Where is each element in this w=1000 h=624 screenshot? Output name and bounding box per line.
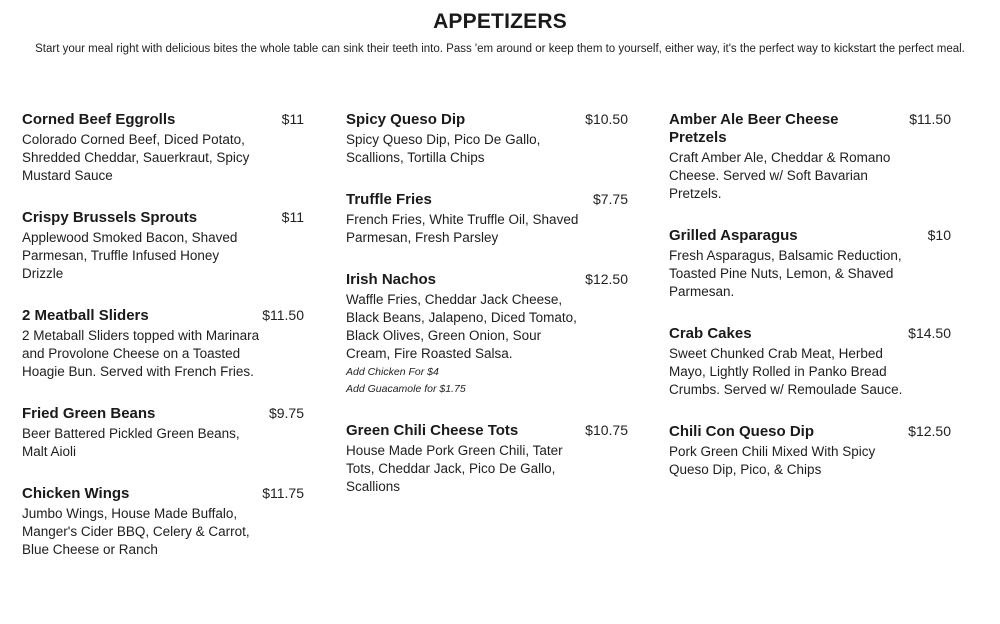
menu-item: [346, 110, 628, 167]
item-description: Sweet Chunked Crab Meat, Herbed Mayo, Lightly Rolled in Panko Bread Crumbs. Served w/ Remoulade Sauce.: [669, 346, 903, 397]
menu-column-3: [669, 110, 951, 502]
item-name: Fried Green Beans: [22, 405, 156, 422]
item-description: 2 Metaball Sliders topped with Marinara and Provolone Cheese on a Toasted Hoagie Bun. Served with French Fries.: [22, 328, 260, 379]
item-price: $14.50: [908, 325, 951, 341]
item-price: $12.50: [908, 423, 951, 439]
item-description: Beer Battered Pickled Green Beans, Malt Aioli: [22, 426, 240, 459]
item-price: $9.75: [268, 405, 304, 421]
menu-item: [346, 190, 628, 247]
item-name: Chili Con Queso Dip: [669, 423, 814, 440]
item-description: Spicy Queso Dip, Pico De Gallo, Scallions, Tortilla Chips: [346, 132, 541, 165]
menu-item: [669, 324, 951, 399]
item-name: 2 Meatball Sliders: [22, 307, 149, 324]
menu-item: [669, 226, 951, 301]
item-addon: Add Guacamole for $1.75: [346, 383, 466, 395]
menu-item: [22, 306, 304, 381]
menu-column-2: [346, 110, 628, 519]
menu-item: [22, 110, 304, 185]
item-price: $10.50: [585, 111, 628, 127]
item-price: $11.75: [262, 485, 304, 501]
page-subtitle: Start your meal right with delicious bites the whole table can sink their teeth into. Pass 'em around or keep them to yourself, either way, it's the perfect way to kickstart the perfect meal.: [35, 43, 965, 55]
item-price: $11: [281, 209, 304, 225]
item-price: $11.50: [909, 111, 951, 127]
menu-item: [669, 422, 951, 479]
item-description: Craft Amber Ale, Cheddar & Romano Cheese. Served w/ Soft Bavarian Pretzels.: [669, 150, 891, 201]
item-price: $11.50: [262, 307, 304, 323]
item-addon: Add Chicken For $4: [346, 366, 439, 378]
item-name: Grilled Asparagus: [669, 227, 798, 244]
item-description: Applewood Smoked Bacon, Shaved Parmesan, Truffle Infused Honey Drizzle: [22, 230, 238, 281]
item-name: Crispy Brussels Sprouts: [22, 209, 198, 226]
menu-item: [346, 270, 628, 398]
item-description: French Fries, White Truffle Oil, Shaved Parmesan, Fresh Parsley: [346, 212, 579, 245]
item-price: $10.75: [585, 422, 628, 438]
menu-item: [22, 484, 304, 559]
item-price: $7.75: [592, 191, 628, 207]
item-name: Chicken Wings: [22, 485, 130, 502]
item-price: $11: [281, 111, 304, 127]
item-price: $10: [927, 227, 951, 243]
item-name: Irish Nachos: [346, 271, 437, 288]
item-name: Spicy Queso Dip: [346, 111, 466, 128]
item-name: Crab Cakes: [669, 325, 752, 342]
item-description: Jumbo Wings, House Made Buffalo, Manger's Cider BBQ, Celery & Carrot, Blue Cheese or Ranch: [22, 506, 250, 557]
item-name: Amber Ale Beer Cheese Pretzels: [669, 111, 839, 146]
item-price: $12.50: [585, 271, 628, 287]
menu-item: [669, 110, 951, 203]
menu-header: [0, 8, 1000, 58]
item-addons: [346, 364, 628, 398]
item-description: Fresh Asparagus, Balsamic Reduction, Toasted Pine Nuts, Lemon, & Shaved Parmesan.: [669, 248, 902, 299]
item-name: Truffle Fries: [346, 191, 432, 208]
item-description: Pork Green Chili Mixed With Spicy Queso Dip, Pico, & Chips: [669, 444, 876, 477]
item-name: Corned Beef Eggrolls: [22, 111, 176, 128]
menu-item: [346, 421, 628, 496]
item-name: Green Chili Cheese Tots: [346, 422, 519, 439]
item-description: Waffle Fries, Cheddar Jack Cheese, Black Beans, Jalapeno, Diced Tomato, Black Olives, Green Onion, Sour Cream, Fire Roasted Salsa.: [346, 292, 577, 361]
item-description: Colorado Corned Beef, Diced Potato, Shredded Cheddar, Sauerkraut, Spicy Mustard Sauce: [22, 132, 250, 183]
menu-item: [22, 208, 304, 283]
page-title: APPETIZERS: [433, 10, 567, 33]
menu-column-1: [22, 110, 304, 582]
menu-item: [22, 404, 304, 461]
item-description: House Made Pork Green Chili, Tater Tots, Cheddar Jack, Pico De Gallo, Scallions: [346, 443, 563, 494]
